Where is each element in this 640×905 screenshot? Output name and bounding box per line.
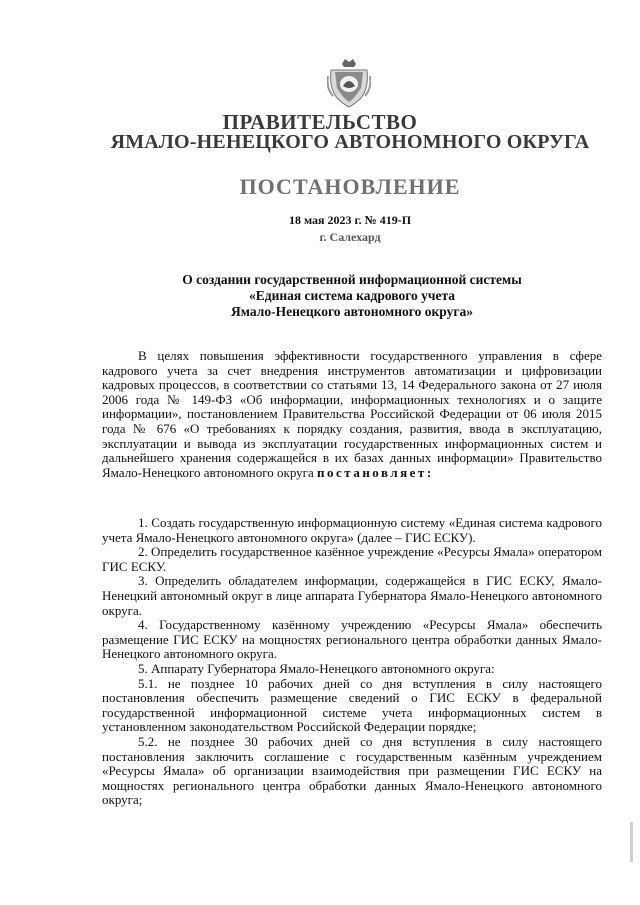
city: г. Салехард [319,230,381,244]
organization-name-line1: ПРАВИТЕЛЬСТВО [222,110,418,134]
decree-subitem: 5.2. не позднее 30 рабочих дней со дня вступления в силу настоящего постановления заключить соглашение с государственным казённым учреждением «Ресурсы Ямала» об организации взаимодействия при размещении ГИС ЕСКУ на мощностях регионального центра обработки данных Ямало-Ненецкого автономного округа; [102,733,602,808]
decree-item: 5. Аппарату Губернатора Ямало-Ненецкого автономного округа: [138,660,495,676]
decree-subitem: 5.1. не позднее 10 рабочих дней со дня вступления в силу настоящего постановления обеспечить размещение сведений о ГИС ЕСКУ в федеральной государственной информационной системе учета информационных систем в установленном законодательством Российской Федерации порядке; [102,675,602,735]
organization-name-line2: ЯМАЛО-НЕНЕЦКОГО АВТОНОМНОГО ОКРУГА [110,131,590,153]
decree-item: 2. Определить государственное казённое учреждение «Ресурсы Ямала» оператором ГИС ЕСКУ. [102,544,602,574]
preamble [102,349,602,480]
date-and-number: 18 мая 2023 г. № 419-П [288,213,412,227]
preamble-paragraph [102,349,602,480]
coat-of-arms-emblem [327,58,371,108]
document-type: ПОСТАНОВЛЕНИЕ [239,174,461,199]
decree-item: 4. Государственному казённому учреждению «Ресурсы Ямала» обеспечить размещение ГИС ЕСКУ на мощностях регионального центра обработки данных Ямало-Ненецкого автономного округа. [102,617,602,662]
title-line: Ямало-Ненецкого автономного округа» [231,304,473,319]
decree-word: постановляет: [317,464,434,480]
title-line: «Единая система кадрового учета [248,288,456,303]
decree-item: 3. Определить обладателем информации, содержащейся в ГИС ЕСКУ, Ямало-Ненецкий автономный округ в лице аппарата Губернатора Ямало-Ненецкого автономного округа. [102,573,602,618]
preamble-text: В целях повышения эффективности государственного управления в сфере кадрового учета за счет внедрения инструментов автоматизации и цифровизации кадровых процессов, в соответствии со статьями 13, 14 Федерального закона от 27 июля 2006 года № 149-ФЗ «Об информации, информационных технологиях и о защите информации», постановлением Правительства Российской Федерации от 06 июля 2015 года № 676 «О требованиях к порядку создания, развития, ввода в эксплуатацию, эксплуатации и вывода из эксплуатации государственных информационных систем и дальнейшего хранения содержащейся в их базах данных информации» Правительство Ямало-Ненецкого автономного округа [102,348,602,480]
decree-item: 1. Создать государственную информационную систему «Единая система кадрового учета Ямало-Ненецкого автономного округа» (далее – ГИС ЕСКУ). [102,515,602,545]
document-title [102,272,602,320]
title-line: О создании государственной информационной системы [182,272,522,287]
decree-items [102,516,602,808]
margin-mark [630,822,633,862]
